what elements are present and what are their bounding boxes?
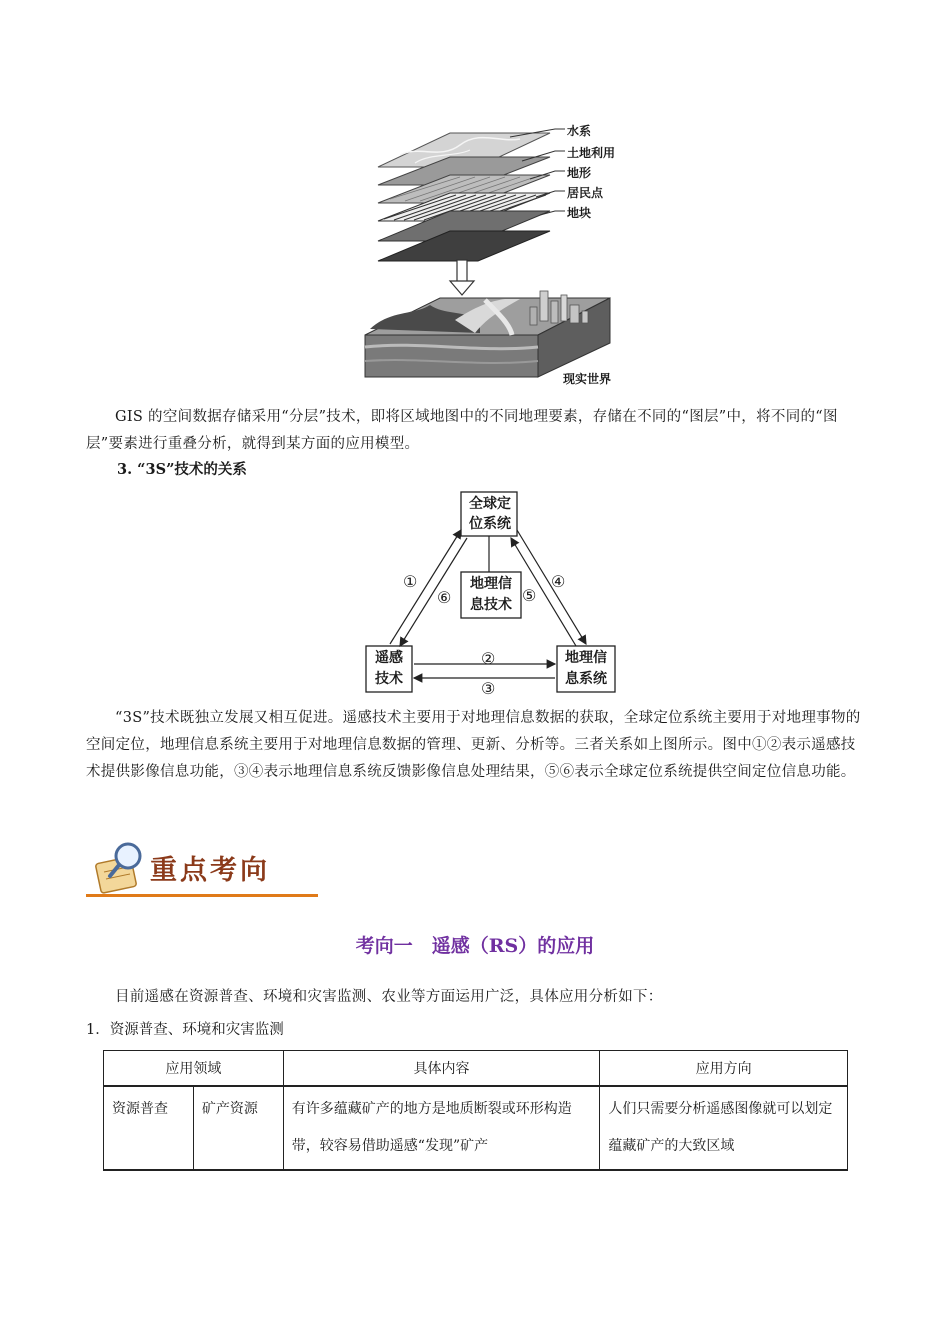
real-world-block [365, 291, 610, 377]
layer-label-water: 水系 [567, 124, 592, 138]
relation-paragraph: “3S”技术既独立发展又相互促进。遥感技术主要用于对地理信息数据的获取，全球定位系统主要用于对地理事物的空间定位，地理信息系统主要用于对地理信息数据的管理、更新、分析等。三者关系如上图所示。图中①②表示遥感技术提供影像信息功能，③④表示地理信息系统反馈影像信息处理结果，⑤⑥表示全球定位系统提供空间定位信息功能。 [86, 710, 861, 780]
layer-label-terrain: 地形 [567, 166, 592, 180]
header-application-field: 应用领域 [104, 1051, 284, 1087]
intro-paragraph: 目前遥感在资源普查、环境和灾害监测、农业等方面运用广泛，具体应用分析如下： [115, 989, 663, 1005]
real-world-label: 现实世界 [563, 372, 612, 386]
gps-label-line2: 位系统 [469, 516, 511, 532]
arrow-label-2: ② [481, 649, 496, 668]
gis-label-line1: 地理信 [565, 650, 607, 666]
header-content: 具体内容 [283, 1051, 600, 1087]
arrow-label-1: ① [403, 572, 418, 591]
section3-title: 3. “3S”技术的关系 [117, 461, 247, 478]
cell-category: 资源普查 [104, 1086, 194, 1170]
banner-underline [86, 894, 318, 897]
cell-content: 有许多蕴藏矿产的地方是地质断裂或环形构造带，较容易借助遥感“发现”矿产 [283, 1086, 600, 1170]
down-arrow-icon [450, 260, 474, 295]
gps-box-label [462, 494, 518, 534]
layer-label-settlement: 居民点 [567, 186, 604, 200]
key-topics-banner [86, 838, 318, 900]
layer-label-landuse: 土地利用 [567, 146, 616, 160]
rs-box-label [366, 648, 412, 690]
subsection-1-title: 1．资源普查、环境和灾害监测 [86, 1022, 284, 1038]
cell-direction: 人们只需要分析遥感图像就可以划定蕴藏矿产的大致区域 [600, 1086, 848, 1170]
header-direction: 应用方向 [600, 1051, 848, 1087]
rs-label-line2: 技术 [375, 671, 403, 687]
gis-label-line2: 息系统 [565, 671, 607, 687]
gis-box-label [557, 648, 615, 690]
table-header-row [104, 1051, 848, 1087]
table-row [104, 1086, 848, 1170]
gps-label-line1: 全球定 [469, 496, 511, 512]
rs-application-table [103, 1050, 848, 1171]
geoinfo-tech-label [461, 574, 521, 616]
cell-subcategory: 矿产资源 [193, 1086, 283, 1170]
arrow-label-4: ④ [551, 572, 566, 591]
arrow-label-3: ③ [481, 679, 496, 698]
rs-label-line1: 遥感 [375, 650, 403, 666]
magnifier-notebook-icon [90, 838, 152, 896]
arrow-label-6: ⑥ [437, 588, 452, 607]
geoinfo-label-line2: 息技术 [470, 597, 512, 613]
arrow-label-5: ⑤ [522, 586, 537, 605]
banner-title: 重点考向 [150, 855, 270, 886]
gis-paragraph: GIS 的空间数据存储采用“分层”技术，即将区域地图中的不同地理要素，存储在不同的“图层”中，将不同的“图层”要素进行重叠分析，就得到某方面的应用模型。 [86, 409, 838, 452]
section-heading: 考向一 遥感（RS）的应用 [355, 935, 595, 957]
geoinfo-label-line1: 地理信 [470, 576, 512, 592]
layer-label-parcel: 地块 [567, 206, 592, 220]
